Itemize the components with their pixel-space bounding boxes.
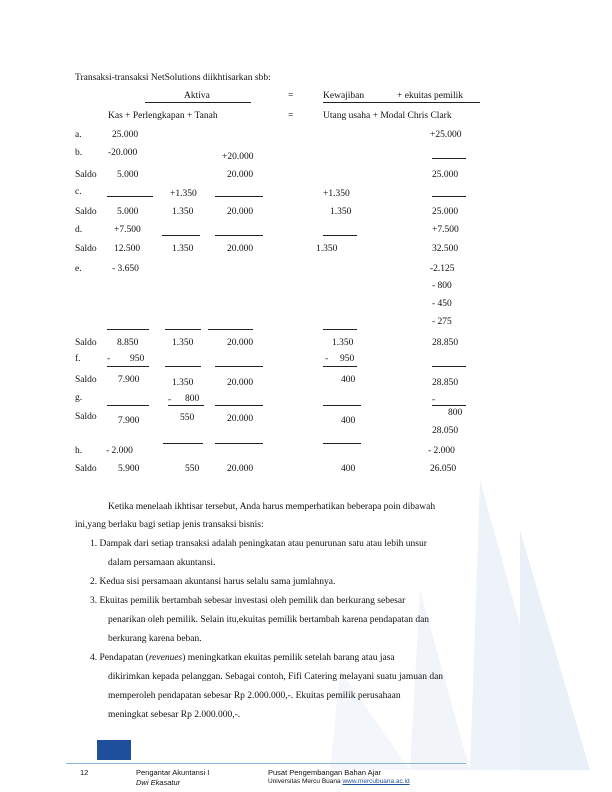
university-logo (97, 740, 131, 760)
aktiva-underline (145, 102, 251, 103)
page-number: 12 (80, 768, 89, 777)
cell-kas-sign: - (107, 354, 111, 364)
cell-kas: - 3.650 (112, 264, 139, 274)
cell-modal: 28.850 (432, 378, 459, 388)
university-name: Universitas Mercu Buana (268, 778, 341, 785)
header-ekuitas: + ekuitas pemilik (397, 91, 464, 101)
header-sub-left: Kas + Perlengkapan + Tanah (108, 111, 218, 121)
modal-underline (432, 196, 466, 197)
cell-perlengkapan: 1.350 (172, 244, 194, 254)
kas-underline (107, 366, 149, 367)
cell-perlengkapan: 1.350 (172, 207, 194, 217)
cell-modal: 26.050 (430, 464, 457, 474)
list-item-text: 4. Pendapatan ( (90, 653, 149, 663)
cell-modal: 25.000 (432, 170, 459, 180)
row-label: Saldo (75, 207, 97, 217)
cell-tanah: 20.000 (227, 464, 254, 474)
cell-modal: - 450 (432, 299, 452, 309)
cell-modal-sign: - (432, 395, 436, 405)
row-label: f. (75, 354, 81, 364)
cell-perlengkapan: 1.350 (172, 338, 194, 348)
cell-utang: 1.350 (316, 244, 338, 254)
cell-tanah: 20.000 (227, 170, 254, 180)
cell-perlengkapan: 800 (185, 394, 200, 404)
row-label: c. (75, 187, 82, 197)
row-label: b. (75, 148, 83, 158)
cell-kas: 12.500 (114, 244, 141, 254)
cell-perl-sign: - (168, 395, 172, 405)
utang-underline (323, 366, 357, 367)
perl-underline (162, 235, 200, 236)
perl-underline (165, 366, 201, 367)
row-label: g. (75, 393, 83, 403)
cell-modal: +7.500 (432, 225, 459, 235)
cell-kas: 950 (130, 354, 145, 364)
footer-divider (66, 763, 466, 764)
row-label: Saldo (75, 244, 97, 254)
list-item: 3. Ekuitas pemilik bertambah sebesar investasi oleh pemilik dan berkurang sebesar (90, 596, 406, 606)
cell-kas: -20.000 (108, 148, 138, 158)
header-sub-right: Utang usaha + Modal Chris Clark (323, 111, 452, 121)
cell-modal: 32.500 (432, 244, 459, 254)
list-item-cont: dikirimkan kepada pelanggan. Sebagai contoh, Fifi Catering melayani suatu jamuan dan (108, 672, 444, 682)
tanah-underline (215, 405, 263, 406)
kewajiban-underline (323, 102, 480, 103)
cell-modal: - 800 (432, 281, 452, 291)
row-label: h. (75, 446, 83, 456)
modal-underline (432, 158, 466, 159)
paragraph-intro-cont: ini,yang berlaku bagi setiap jenis transaksi bisnis: (75, 520, 264, 530)
cell-perlengkapan: +1.350 (170, 189, 197, 199)
kas-underline (107, 329, 149, 330)
list-item-cont: memperoleh pendapatan sebesar Rp 2.000.000,-. Ekuitas pemilik perusahaan (108, 691, 401, 701)
utang-underline (323, 235, 357, 236)
tanah-underline (215, 443, 263, 444)
cell-modal: - 275 (432, 317, 452, 327)
cell-modal: - 2.000 (428, 446, 455, 456)
cell-tanah: +20.000 (222, 152, 254, 162)
list-item-cont: meningkat sebesar Rp 2.000.000,-. (108, 710, 241, 720)
cell-utang: 400 (341, 375, 356, 385)
cell-utang: 400 (341, 464, 356, 474)
cell-perlengkapan: 550 (180, 413, 195, 423)
cell-modal: +25.000 (430, 130, 462, 140)
cell-utang: +1.350 (323, 189, 350, 199)
list-item-cont: dalam persamaan akuntansi. (108, 558, 216, 568)
cell-kas: - 2.000 (106, 446, 133, 456)
cell-kas: 7.900 (118, 375, 140, 385)
row-label: Saldo (75, 375, 97, 385)
row-label: a. (75, 130, 82, 140)
header-aktiva: Aktiva (184, 91, 210, 101)
cell-utang: 950 (340, 354, 355, 364)
list-item-cont: penarikan oleh pemilik. Selain itu,ekuitas pemilik bertambah karena pendapatan dan (108, 615, 430, 625)
cell-kas: 8.850 (117, 338, 139, 348)
tanah-underline (215, 366, 263, 367)
kas-underline (107, 196, 153, 197)
background-sail-graphic (220, 470, 600, 790)
modal-underline (432, 366, 466, 367)
cell-utang: 1.350 (330, 207, 352, 217)
list-item-text: ) meningkatkan ekuitas pemilik setelah barang atau jasa (182, 653, 395, 663)
intro-text: Transaksi-transaksi NetSolutions diikhtisarkan sbb: (75, 73, 271, 83)
cell-utang-sign: - (325, 354, 329, 364)
cell-perlengkapan: 1.350 (172, 378, 194, 388)
utang-underline (323, 329, 357, 330)
cell-tanah: 20.000 (227, 244, 254, 254)
university-url[interactable]: www.mercubuana.ac.id (342, 778, 410, 785)
cell-tanah: 20.000 (227, 338, 254, 348)
utang-underline (323, 405, 361, 406)
header-equals: = (288, 91, 294, 101)
cell-modal: 25.000 (432, 207, 459, 217)
row-label: Saldo (75, 170, 97, 180)
row-label: Saldo (75, 338, 97, 348)
cell-kas: 5.000 (117, 170, 139, 180)
utang-underline (323, 443, 361, 444)
tanah-underline (215, 235, 263, 236)
cell-tanah: 20.000 (227, 378, 254, 388)
list-item: 2. Kedua sisi persamaan akuntansi harus selalu sama jumlahnya. (90, 577, 336, 587)
course-title: Pengantar Akuntansi I (136, 768, 210, 777)
author-name: Dwi Ekasatur (136, 778, 181, 787)
header-equals-2: = (288, 111, 294, 121)
perl-underline (165, 329, 201, 330)
kas-underline (107, 405, 149, 406)
header-kewajiban: Kewajiban (323, 91, 365, 101)
perl-underline (163, 443, 203, 444)
list-item (90, 649, 395, 668)
cell-kas: 5.000 (117, 207, 139, 217)
cell-modal: 800 (448, 408, 463, 418)
row-label: Saldo (75, 412, 97, 422)
cell-tanah: 20.000 (227, 414, 254, 424)
cell-tanah: 20.000 (227, 207, 254, 217)
cell-utang: 400 (341, 416, 356, 426)
cell-kas: 25.000 (112, 130, 139, 140)
row-label: e. (75, 264, 82, 274)
cell-modal: 28.850 (432, 338, 459, 348)
row-label: Saldo (75, 464, 97, 474)
tanah-underline (208, 329, 253, 330)
revenues-term: revenues (148, 653, 183, 663)
university-line (268, 778, 410, 785)
center-name: Pusat Pengembangan Bahan Ajar (268, 768, 382, 777)
cell-utang: 1.350 (332, 338, 354, 348)
tanah-underline (215, 196, 263, 197)
cell-perlengkapan: 550 (185, 464, 200, 474)
cell-modal: 28.050 (432, 426, 459, 436)
paragraph-intro: Ketika menelaah ikhtisar tersebut, Anda harus memperhatikan beberapa poin dibawah (108, 502, 436, 512)
cell-modal: -2.125 (430, 264, 455, 274)
cell-kas: +7.500 (114, 225, 141, 235)
cell-kas: 7.900 (118, 416, 140, 426)
list-item-cont: berkurang karena beban. (108, 634, 202, 644)
modal-underline (432, 405, 466, 406)
cell-kas: 5.900 (118, 464, 140, 474)
list-item: 1. Dampak dari setiap transaksi adalah peningkatan atau penurunan satu atau lebih unsur (90, 539, 427, 549)
perl-underline (168, 405, 204, 406)
row-label: d. (75, 225, 83, 235)
